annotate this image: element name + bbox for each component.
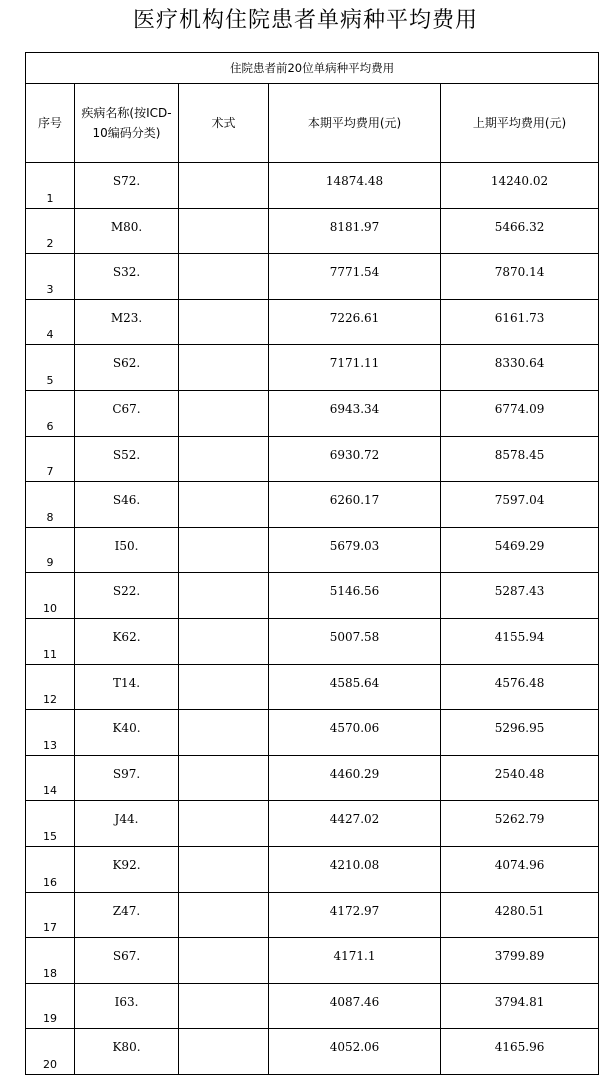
cell-current-cost: 4570.06 — [269, 710, 441, 756]
cell-previous-cost: 4165.96 — [441, 1029, 599, 1075]
cell-index: 4 — [26, 299, 75, 345]
table-row — [26, 527, 599, 573]
cell-index: 13 — [26, 710, 75, 756]
cell-procedure — [179, 482, 269, 528]
cell-index: 7 — [26, 436, 75, 482]
cell-previous-cost: 3799.89 — [441, 938, 599, 984]
cell-previous-cost: 8578.45 — [441, 436, 599, 482]
table-row — [26, 482, 599, 528]
cell-procedure — [179, 299, 269, 345]
table-row — [26, 1029, 599, 1075]
cell-procedure — [179, 163, 269, 209]
cell-current-cost: 7226.61 — [269, 299, 441, 345]
cell-index: 1 — [26, 163, 75, 209]
cell-current-cost: 4171.1 — [269, 938, 441, 984]
table-caption-row — [26, 53, 599, 84]
cell-previous-cost: 5466.32 — [441, 208, 599, 254]
cell-procedure — [179, 938, 269, 984]
cell-index: 3 — [26, 254, 75, 300]
table-row — [26, 664, 599, 710]
cell-disease-code: S46. — [75, 482, 179, 528]
cell-procedure — [179, 573, 269, 619]
table-row — [26, 573, 599, 619]
header-current-cost: 本期平均费用(元) — [269, 84, 441, 163]
cell-procedure — [179, 801, 269, 847]
cell-procedure — [179, 664, 269, 710]
cell-index: 11 — [26, 618, 75, 664]
cell-previous-cost: 5262.79 — [441, 801, 599, 847]
cell-previous-cost: 4280.51 — [441, 892, 599, 938]
table-row — [26, 254, 599, 300]
cell-disease-code: I63. — [75, 983, 179, 1029]
cell-procedure — [179, 983, 269, 1029]
cell-previous-cost: 6774.09 — [441, 390, 599, 436]
cell-procedure — [179, 618, 269, 664]
cell-procedure — [179, 390, 269, 436]
header-procedure: 术式 — [179, 84, 269, 163]
cell-previous-cost: 5469.29 — [441, 527, 599, 573]
cell-disease-code: J44. — [75, 801, 179, 847]
cell-index: 6 — [26, 390, 75, 436]
cell-previous-cost: 14240.02 — [441, 163, 599, 209]
cell-disease-code: S52. — [75, 436, 179, 482]
cell-disease-code: S97. — [75, 755, 179, 801]
cell-procedure — [179, 710, 269, 756]
cell-index: 2 — [26, 208, 75, 254]
cell-disease-code: I50. — [75, 527, 179, 573]
cell-current-cost: 4460.29 — [269, 755, 441, 801]
cell-procedure — [179, 846, 269, 892]
cell-procedure — [179, 436, 269, 482]
cell-current-cost: 6260.17 — [269, 482, 441, 528]
cell-previous-cost: 5296.95 — [441, 710, 599, 756]
cell-current-cost: 4087.46 — [269, 983, 441, 1029]
cell-current-cost: 6943.34 — [269, 390, 441, 436]
table-row — [26, 163, 599, 209]
cell-procedure — [179, 892, 269, 938]
cell-previous-cost: 4074.96 — [441, 846, 599, 892]
cell-index: 18 — [26, 938, 75, 984]
cell-procedure — [179, 345, 269, 391]
cell-current-cost: 4172.97 — [269, 892, 441, 938]
cell-previous-cost: 8330.64 — [441, 345, 599, 391]
cell-disease-code: S67. — [75, 938, 179, 984]
table-row — [26, 801, 599, 847]
cell-current-cost: 8181.97 — [269, 208, 441, 254]
cell-disease-code: S22. — [75, 573, 179, 619]
cell-current-cost: 5007.58 — [269, 618, 441, 664]
cell-current-cost: 4052.06 — [269, 1029, 441, 1075]
table-row — [26, 345, 599, 391]
table-row — [26, 208, 599, 254]
cell-index: 19 — [26, 983, 75, 1029]
table-row — [26, 299, 599, 345]
table-row — [26, 390, 599, 436]
cell-procedure — [179, 527, 269, 573]
cell-current-cost: 7771.54 — [269, 254, 441, 300]
cell-current-cost: 14874.48 — [269, 163, 441, 209]
cell-procedure — [179, 755, 269, 801]
cell-disease-code: S32. — [75, 254, 179, 300]
cell-previous-cost: 4155.94 — [441, 618, 599, 664]
table-row — [26, 755, 599, 801]
cell-procedure — [179, 1029, 269, 1075]
cell-current-cost: 5679.03 — [269, 527, 441, 573]
cell-disease-code: K80. — [75, 1029, 179, 1075]
cell-previous-cost: 4576.48 — [441, 664, 599, 710]
header-index: 序号 — [26, 84, 75, 163]
table-caption: 住院患者前20位单病种平均费用 — [26, 53, 599, 84]
cell-disease-code: K40. — [75, 710, 179, 756]
cell-previous-cost: 5287.43 — [441, 573, 599, 619]
cell-index: 17 — [26, 892, 75, 938]
cell-procedure — [179, 254, 269, 300]
table-row — [26, 436, 599, 482]
cell-disease-code: Z47. — [75, 892, 179, 938]
cell-procedure — [179, 208, 269, 254]
cell-index: 9 — [26, 527, 75, 573]
cell-disease-code: K62. — [75, 618, 179, 664]
cell-disease-code: T14. — [75, 664, 179, 710]
cell-previous-cost: 6161.73 — [441, 299, 599, 345]
cell-index: 15 — [26, 801, 75, 847]
cell-disease-code: C67. — [75, 390, 179, 436]
cell-disease-code: S62. — [75, 345, 179, 391]
cell-disease-code: M23. — [75, 299, 179, 345]
cell-current-cost: 4210.08 — [269, 846, 441, 892]
cell-previous-cost: 7597.04 — [441, 482, 599, 528]
cell-disease-code: M80. — [75, 208, 179, 254]
cell-previous-cost: 3794.81 — [441, 983, 599, 1029]
cell-current-cost: 4427.02 — [269, 801, 441, 847]
cell-previous-cost: 2540.48 — [441, 755, 599, 801]
cell-current-cost: 7171.11 — [269, 345, 441, 391]
cell-index: 5 — [26, 345, 75, 391]
header-previous-cost: 上期平均费用(元) — [441, 84, 599, 163]
cell-index: 20 — [26, 1029, 75, 1075]
table-header-row — [26, 84, 599, 163]
cell-current-cost: 5146.56 — [269, 573, 441, 619]
table-row — [26, 938, 599, 984]
cell-index: 12 — [26, 664, 75, 710]
table-row — [26, 846, 599, 892]
table-row — [26, 892, 599, 938]
table-row — [26, 618, 599, 664]
page-title: 医疗机构住院患者单病种平均费用 — [132, 8, 478, 33]
cost-table — [25, 52, 599, 1075]
table-row — [26, 710, 599, 756]
header-disease-name: 疾病名称(按ICD-10编码分类) — [75, 84, 179, 163]
cell-index: 8 — [26, 482, 75, 528]
cell-disease-code: K92. — [75, 846, 179, 892]
cell-previous-cost: 7870.14 — [441, 254, 599, 300]
cell-current-cost: 6930.72 — [269, 436, 441, 482]
cell-index: 14 — [26, 755, 75, 801]
cell-index: 10 — [26, 573, 75, 619]
cell-disease-code: S72. — [75, 163, 179, 209]
cell-index: 16 — [26, 846, 75, 892]
cell-current-cost: 4585.64 — [269, 664, 441, 710]
table-row — [26, 983, 599, 1029]
